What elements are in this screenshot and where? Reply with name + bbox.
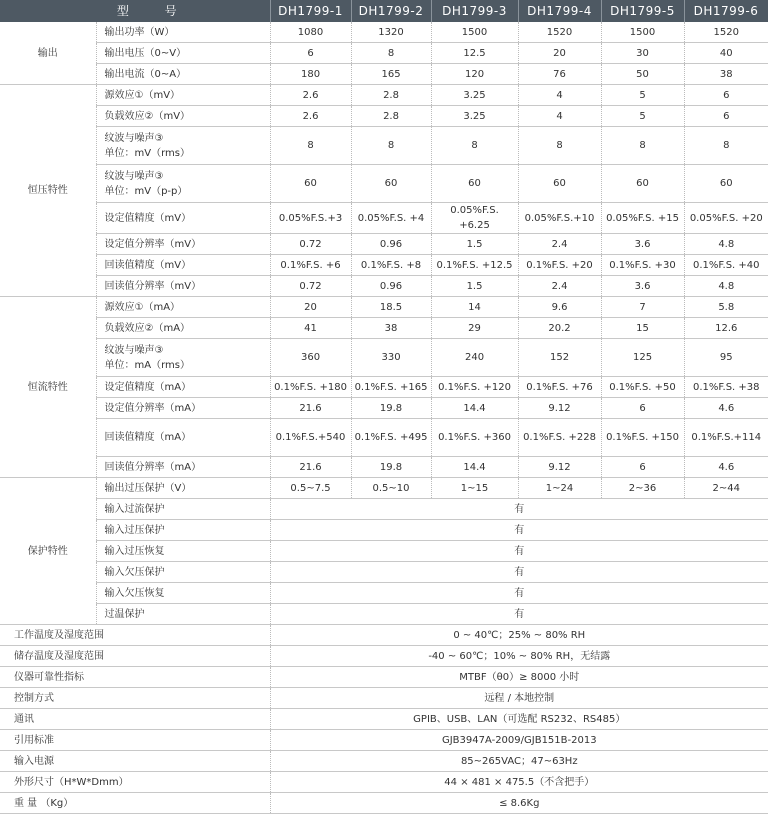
row-value: 有	[270, 562, 768, 583]
row-value: 0.1%F.S. +180	[270, 377, 351, 398]
row-label	[96, 478, 270, 499]
general-row	[0, 625, 768, 646]
row-value: 9.12	[518, 398, 601, 419]
row-value: 38	[684, 64, 768, 85]
row-label	[96, 85, 270, 106]
row-value: 60	[431, 165, 518, 203]
row-label	[96, 541, 270, 562]
row-label	[96, 318, 270, 339]
spec-row	[0, 583, 768, 604]
row-value: 1~24	[518, 478, 601, 499]
row-label	[96, 339, 270, 377]
row-value: 有	[270, 520, 768, 541]
row-value: 14.4	[431, 398, 518, 419]
spec-row	[0, 318, 768, 339]
row-value: 2.6	[270, 85, 351, 106]
spec-row	[0, 478, 768, 499]
general-row	[0, 688, 768, 709]
row-value: 3.25	[431, 85, 518, 106]
spec-row	[0, 22, 768, 43]
row-value: 6	[684, 106, 768, 127]
row-value: 1320	[351, 22, 431, 43]
spec-row	[0, 398, 768, 419]
row-label-text: 设定值分辨率（mV）	[104, 238, 202, 250]
row-value: 38	[351, 318, 431, 339]
spec-row	[0, 85, 768, 106]
spec-row	[0, 339, 768, 377]
row-value: 0.1%F.S. +38	[684, 377, 768, 398]
row-value: 20	[518, 43, 601, 64]
row-value: 1080	[270, 22, 351, 43]
row-label-text: 回读值精度（mV）	[104, 259, 192, 271]
general-row	[0, 751, 768, 772]
row-value: 30	[601, 43, 684, 64]
row-value: 0.1%F.S. +120	[431, 377, 518, 398]
row-label-text: 输出电压（0~V）	[104, 47, 187, 59]
row-value: 29	[431, 318, 518, 339]
row-value: 1520	[518, 22, 601, 43]
row-value: 2.4	[518, 234, 601, 255]
row-value: 0.1%F.S. +12.5	[431, 255, 518, 276]
general-label: 工作温度及湿度范围	[0, 625, 270, 646]
row-value: 4.8	[684, 276, 768, 297]
row-value: 180	[270, 64, 351, 85]
general-value: GPIB、USB、LAN（可选配 RS232、RS485）	[270, 709, 768, 730]
row-value: 5	[601, 106, 684, 127]
row-value: 20.2	[518, 318, 601, 339]
row-value: 0.5~7.5	[270, 478, 351, 499]
spec-row	[0, 604, 768, 625]
general-value: GJB3947A-2009/GJB151B-2013	[270, 730, 768, 751]
row-value: 50	[601, 64, 684, 85]
spec-row	[0, 297, 768, 318]
spec-row	[0, 64, 768, 85]
row-value: 0.96	[351, 234, 431, 255]
spec-body	[0, 22, 768, 814]
spec-row	[0, 255, 768, 276]
row-value: 0.05%F.S. +20	[684, 203, 768, 234]
row-value: 0.1%F.S. +6	[270, 255, 351, 276]
row-value: 19.8	[351, 398, 431, 419]
row-value: 125	[601, 339, 684, 377]
spec-row	[0, 106, 768, 127]
row-label	[96, 457, 270, 478]
row-value: 0.1%F.S. +30	[601, 255, 684, 276]
row-value: 有	[270, 604, 768, 625]
row-value: 9.12	[518, 457, 601, 478]
row-value: 0.1%F.S. +40	[684, 255, 768, 276]
row-value: 165	[351, 64, 431, 85]
header-model-label: 型 号	[0, 0, 270, 22]
general-label: 外形尺寸（H*W*Dmm）	[0, 772, 270, 793]
row-label	[96, 234, 270, 255]
row-value: 1.5	[431, 234, 518, 255]
row-value: 4.8	[684, 234, 768, 255]
row-value: 95	[684, 339, 768, 377]
row-value: 1~15	[431, 478, 518, 499]
row-value: 0.1%F.S.+114	[684, 419, 768, 457]
row-label-text: 负载效应②（mV）	[104, 110, 191, 122]
spec-row	[0, 419, 768, 457]
row-value: 2.8	[351, 106, 431, 127]
row-value: 0.96	[351, 276, 431, 297]
row-value: 12.6	[684, 318, 768, 339]
row-label-text: 设定值分辨率（mA）	[104, 402, 202, 414]
general-label: 通讯	[0, 709, 270, 730]
general-value: ≤ 8.6Kg	[270, 793, 768, 814]
row-value: 6	[601, 457, 684, 478]
row-label-text: 输出过压保护（V）	[104, 482, 192, 494]
row-value: 60	[518, 165, 601, 203]
spec-row	[0, 499, 768, 520]
row-label	[96, 64, 270, 85]
row-value: 0.05%F.S. +4	[351, 203, 431, 234]
row-label-text: 源效应①（mA）	[104, 301, 181, 313]
row-label	[96, 297, 270, 318]
row-value: 0.1%F.S. +50	[601, 377, 684, 398]
row-value: 8	[684, 127, 768, 165]
general-label: 引用标准	[0, 730, 270, 751]
header-model: DH1799-3	[431, 0, 518, 22]
row-label-text: 输入过压恢复	[104, 545, 165, 557]
row-value: 330	[351, 339, 431, 377]
row-label-text: 源效应①（mV）	[104, 89, 181, 101]
header-model: DH1799-5	[601, 0, 684, 22]
row-value: 8	[431, 127, 518, 165]
row-label	[96, 377, 270, 398]
row-value: 6	[684, 85, 768, 106]
row-value: 60	[270, 165, 351, 203]
row-value: 1500	[431, 22, 518, 43]
general-row	[0, 646, 768, 667]
row-value: 8	[270, 127, 351, 165]
spec-row	[0, 276, 768, 297]
row-value: 21.6	[270, 457, 351, 478]
row-label-text: 设定值精度（mA）	[104, 381, 192, 393]
row-value: 0.1%F.S. +228	[518, 419, 601, 457]
general-value: 85~265VAC；47~63Hz	[270, 751, 768, 772]
general-row	[0, 709, 768, 730]
row-label-text: 输出电流（0~A）	[104, 68, 187, 80]
row-value: 0.72	[270, 234, 351, 255]
row-value: 240	[431, 339, 518, 377]
row-value: 60	[601, 165, 684, 203]
row-value: 0.1%F.S. +150	[601, 419, 684, 457]
row-label	[96, 419, 270, 457]
row-label-unit: 单位：mV（rms）	[104, 147, 190, 159]
spec-row	[0, 234, 768, 255]
row-value: 有	[270, 583, 768, 604]
row-label-text: 输入过流保护	[104, 503, 165, 515]
header-model: DH1799-4	[518, 0, 601, 22]
header-model: DH1799-1	[270, 0, 351, 22]
row-label-text: 回读值分辨率（mA）	[104, 461, 202, 473]
row-label	[96, 398, 270, 419]
row-value: 8	[518, 127, 601, 165]
group-label: 保护特性	[0, 478, 96, 625]
row-value: 0.1%F.S. +165	[351, 377, 431, 398]
row-value: 3.6	[601, 234, 684, 255]
row-value: 4.6	[684, 457, 768, 478]
general-label: 控制方式	[0, 688, 270, 709]
row-label	[96, 583, 270, 604]
general-label: 重 量 （Kg）	[0, 793, 270, 814]
group-label: 恒压特性	[0, 85, 96, 297]
general-value: 44 × 481 × 475.5（不含把手）	[270, 772, 768, 793]
row-value: 0.05%F.S.+3	[270, 203, 351, 234]
general-row	[0, 772, 768, 793]
row-value: 60	[351, 165, 431, 203]
row-label	[96, 203, 270, 234]
row-value: 3.25	[431, 106, 518, 127]
row-value: 4	[518, 85, 601, 106]
row-label-text: 设定值精度（mV）	[104, 212, 192, 224]
row-value: 有	[270, 541, 768, 562]
row-value: 41	[270, 318, 351, 339]
row-value: 40	[684, 43, 768, 64]
row-label	[96, 255, 270, 276]
header-row	[0, 0, 768, 22]
row-value: 15	[601, 318, 684, 339]
row-value: 12.5	[431, 43, 518, 64]
general-label: 储存温度及湿度范围	[0, 646, 270, 667]
row-label-unit: 单位：mV（p-p）	[104, 185, 188, 197]
group-label: 恒流特性	[0, 297, 96, 478]
row-value: 8	[351, 127, 431, 165]
row-value: 0.05%F.S.+10	[518, 203, 601, 234]
row-label-text: 过温保护	[104, 608, 145, 620]
header-model: DH1799-2	[351, 0, 431, 22]
row-label-unit: 单位：mA（rms）	[104, 359, 190, 371]
general-row	[0, 793, 768, 814]
row-label	[96, 106, 270, 127]
row-label	[96, 520, 270, 541]
row-value: 19.8	[351, 457, 431, 478]
row-label-text: 纹波与噪声③	[104, 344, 164, 356]
row-value: 0.1%F.S. +76	[518, 377, 601, 398]
row-value: 152	[518, 339, 601, 377]
spec-row	[0, 541, 768, 562]
header-model: DH1799-6	[684, 0, 768, 22]
row-value: 1500	[601, 22, 684, 43]
row-value: 8	[351, 43, 431, 64]
row-value: 18.5	[351, 297, 431, 318]
spec-row	[0, 457, 768, 478]
general-label: 输入电源	[0, 751, 270, 772]
spec-row	[0, 165, 768, 203]
row-value: 有	[270, 499, 768, 520]
row-label-text: 纹波与噪声③	[104, 170, 164, 182]
row-value: 0.1%F.S. +20	[518, 255, 601, 276]
row-label	[96, 276, 270, 297]
row-value: 76	[518, 64, 601, 85]
row-label	[96, 604, 270, 625]
row-label-text: 纹波与噪声③	[104, 132, 164, 144]
row-value: 0.1%F.S. +495	[351, 419, 431, 457]
row-value: 0.72	[270, 276, 351, 297]
row-label-text: 输入欠压恢复	[104, 587, 165, 599]
general-value: 0 ~ 40℃；25% ~ 80% RH	[270, 625, 768, 646]
spec-row	[0, 43, 768, 64]
row-value: 4	[518, 106, 601, 127]
row-value: 2~44	[684, 478, 768, 499]
row-value: 6	[601, 398, 684, 419]
spec-row	[0, 377, 768, 398]
row-value: 5	[601, 85, 684, 106]
spec-row	[0, 520, 768, 541]
row-label-text: 输入欠压保护	[104, 566, 165, 578]
row-value: 120	[431, 64, 518, 85]
row-label	[96, 127, 270, 165]
spec-row	[0, 127, 768, 165]
general-row	[0, 730, 768, 751]
row-label-text: 负载效应②（mA）	[104, 322, 191, 334]
row-label-text: 输入过压保护	[104, 524, 165, 536]
row-value: 14.4	[431, 457, 518, 478]
row-label	[96, 165, 270, 203]
row-value: 0.1%F.S. +360	[431, 419, 518, 457]
row-value: 7	[601, 297, 684, 318]
row-value: 0.05%F.S. +15	[601, 203, 684, 234]
row-value: 1.5	[431, 276, 518, 297]
row-label-text: 回读值精度（mA）	[104, 432, 192, 443]
row-value: 0.05%F.S. +6.25	[431, 203, 518, 234]
spec-row	[0, 562, 768, 583]
general-label: 仪器可靠性指标	[0, 667, 270, 688]
general-value: -40 ~ 60℃；10% ~ 80% RH，无结露	[270, 646, 768, 667]
row-value: 1520	[684, 22, 768, 43]
row-value: 20	[270, 297, 351, 318]
row-value: 360	[270, 339, 351, 377]
row-value: 60	[684, 165, 768, 203]
row-value: 2.8	[351, 85, 431, 106]
spec-row	[0, 203, 768, 234]
row-value: 0.1%F.S. +8	[351, 255, 431, 276]
row-value: 21.6	[270, 398, 351, 419]
row-label-text: 回读值分辨率（mV）	[104, 280, 202, 292]
row-value: 5.8	[684, 297, 768, 318]
group-label: 输出	[0, 22, 96, 85]
general-row	[0, 667, 768, 688]
row-value: 0.1%F.S.+540	[270, 419, 351, 457]
row-value: 6	[270, 43, 351, 64]
general-value: MTBF（θ0）≥ 8000 小时	[270, 667, 768, 688]
general-value: 远程 / 本地控制	[270, 688, 768, 709]
row-label	[96, 499, 270, 520]
row-value: 2~36	[601, 478, 684, 499]
row-value: 4.6	[684, 398, 768, 419]
row-value: 3.6	[601, 276, 684, 297]
row-label	[96, 22, 270, 43]
row-label	[96, 562, 270, 583]
row-label-text: 输出功率（W）	[104, 26, 175, 38]
row-label	[96, 43, 270, 64]
row-value: 14	[431, 297, 518, 318]
row-value: 0.5~10	[351, 478, 431, 499]
row-value: 8	[601, 127, 684, 165]
row-value: 2.6	[270, 106, 351, 127]
row-value: 2.4	[518, 276, 601, 297]
row-value: 9.6	[518, 297, 601, 318]
